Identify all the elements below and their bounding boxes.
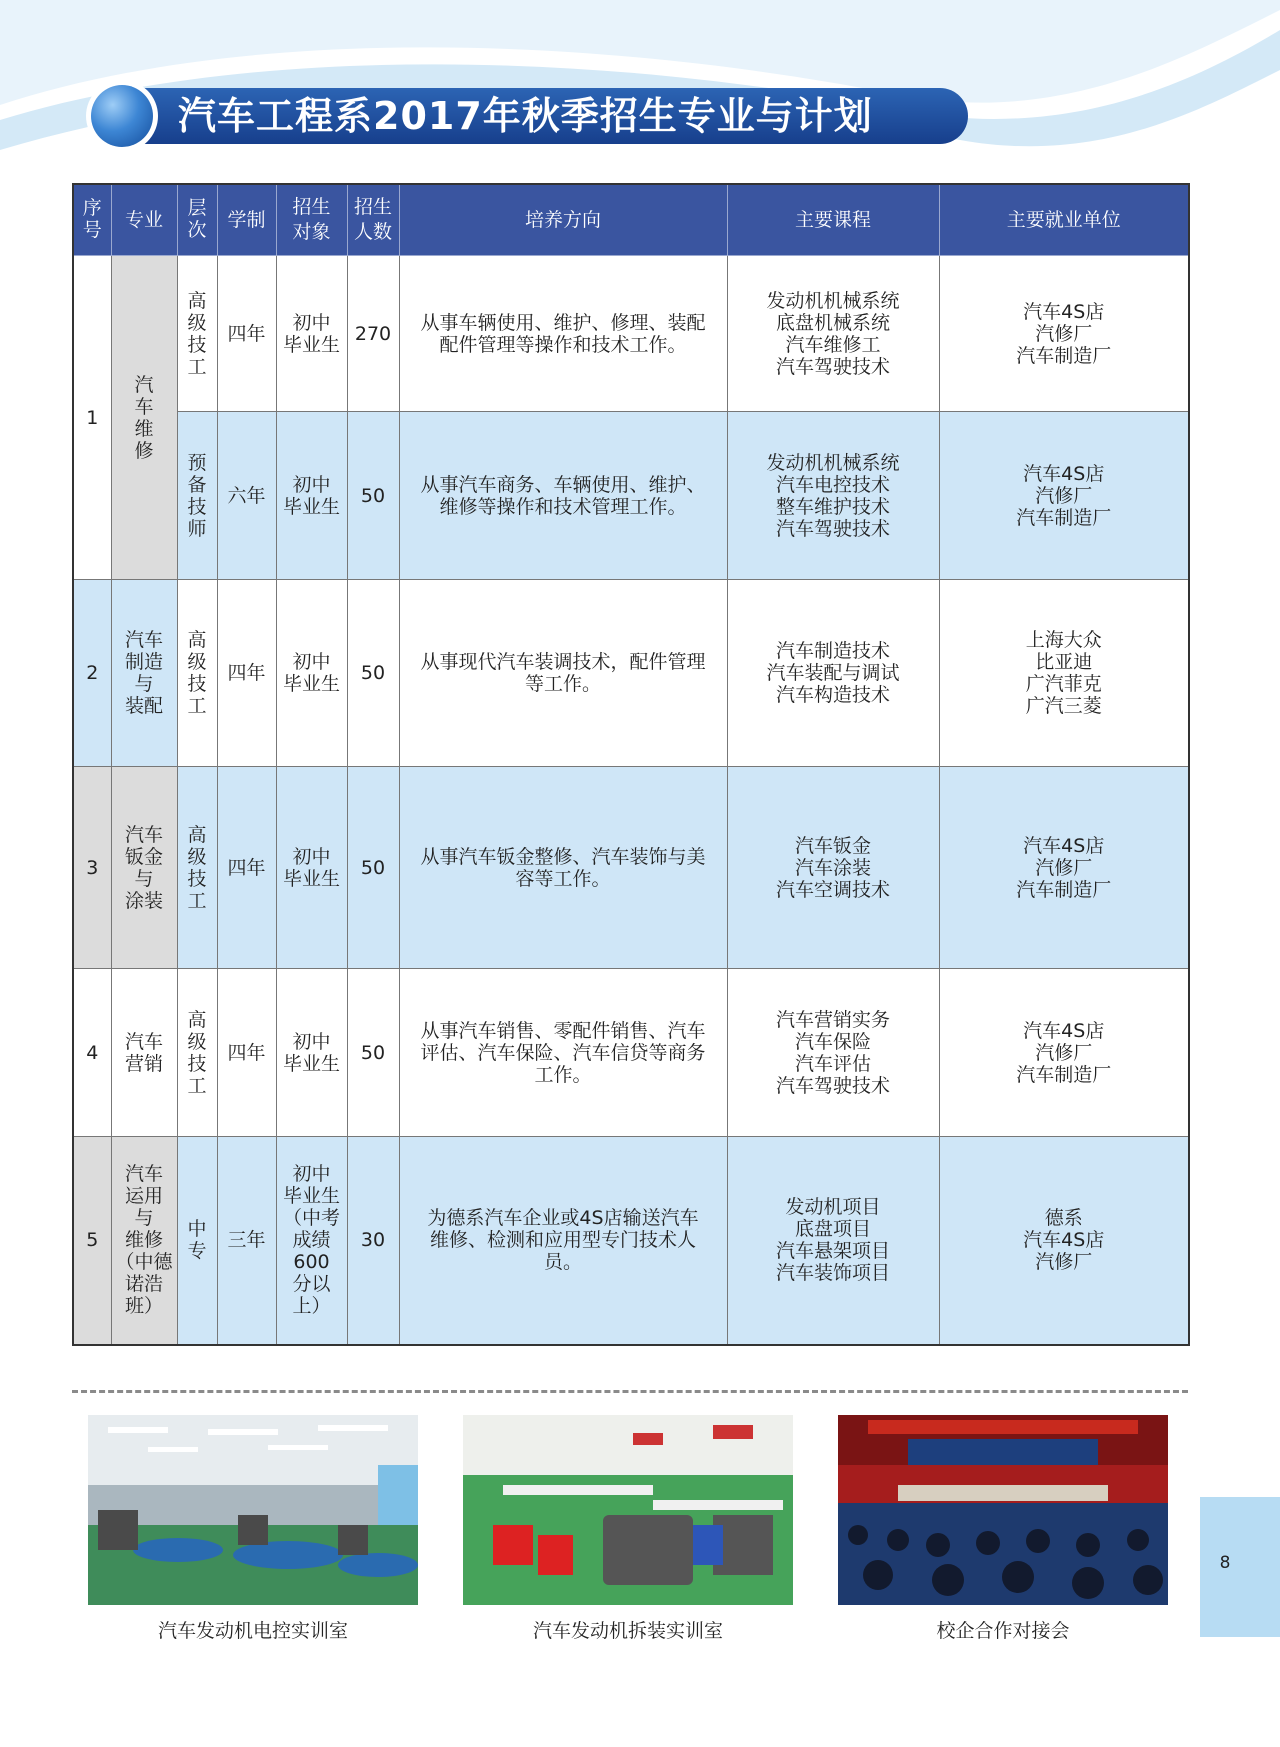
header-seq: 序号	[73, 184, 111, 256]
cell-count: 50	[347, 580, 399, 767]
photo-engine-control-lab	[88, 1415, 418, 1605]
cell-major: 汽车 制造 与 装配	[111, 580, 177, 767]
cell-level: 预备技师	[177, 412, 217, 580]
cell-courses: 汽车钣金 汽车涂装 汽车空调技术	[727, 767, 939, 969]
photo-caption: 汽车发动机拆装实训室	[532, 1620, 723, 1642]
cell-years: 四年	[217, 969, 276, 1137]
cell-seq: 1	[73, 256, 111, 580]
table-row	[73, 580, 1189, 767]
photo-engine-assembly-lab	[463, 1415, 793, 1605]
cell-employers: 德系 汽车4S店 汽修厂	[939, 1137, 1189, 1345]
cell-years: 四年	[217, 767, 276, 969]
cell-target: 初中 毕业生	[276, 412, 347, 580]
cell-years: 四年	[217, 580, 276, 767]
cell-count: 270	[347, 256, 399, 412]
cell-direction: 从事汽车商务、车辆使用、维护、 维修等操作和技术管理工作。	[399, 412, 727, 580]
cell-years: 三年	[217, 1137, 276, 1345]
cell-level: 高级技工	[177, 580, 217, 767]
header-years: 学制	[217, 184, 276, 256]
table-row	[73, 1137, 1189, 1345]
cell-years: 四年	[217, 256, 276, 412]
cell-direction: 从事现代汽车装调技术，配件管理 等工作。	[399, 580, 727, 767]
cell-level: 高级技工	[177, 969, 217, 1137]
photo-cooperation-meeting	[838, 1415, 1168, 1605]
page-number: 8	[1219, 1553, 1231, 1573]
header-target: 招生对象	[276, 184, 347, 256]
cell-count: 50	[347, 412, 399, 580]
cell-courses: 发动机项目 底盘项目 汽车悬架项目 汽车装饰项目	[727, 1137, 939, 1345]
header-count: 招生人数	[347, 184, 399, 256]
cell-seq: 4	[73, 969, 111, 1137]
cell-courses: 汽车制造技术 汽车装配与调试 汽车构造技术	[727, 580, 939, 767]
cell-courses: 发动机机械系统 汽车电控技术 整车维护技术 汽车驾驶技术	[727, 412, 939, 580]
cell-seq: 3	[73, 767, 111, 969]
photo-caption: 汽车发动机电控实训室	[157, 1620, 348, 1642]
cell-major: 汽车 钣金 与 涂装	[111, 767, 177, 969]
cell-seq: 2	[73, 580, 111, 767]
table-row	[73, 969, 1189, 1137]
cell-employers: 上海大众 比亚迪 广汽菲克 广汽三菱	[939, 580, 1189, 767]
cell-major: 汽车维修	[111, 256, 177, 580]
cell-direction: 从事汽车钣金整修、汽车装饰与美 容等工作。	[399, 767, 727, 969]
photo-caption: 校企合作对接会	[936, 1620, 1070, 1642]
dashed-divider	[72, 1390, 1188, 1393]
cell-level: 高级技工	[177, 256, 217, 412]
cell-count: 50	[347, 767, 399, 969]
cell-courses: 汽车营销实务 汽车保险 汽车评估 汽车驾驶技术	[727, 969, 939, 1137]
header-major: 专业	[111, 184, 177, 256]
table-row	[73, 412, 1189, 580]
cell-direction: 为德系汽车企业或4S店输送汽车 维修、检测和应用型专门技术人 员。	[399, 1137, 727, 1345]
page-title: 汽车工程系2017年秋季招生专业与计划	[178, 94, 873, 138]
cell-major: 汽车 营销	[111, 969, 177, 1137]
cell-employers: 汽车4S店 汽修厂 汽车制造厂	[939, 412, 1189, 580]
cell-direction: 从事车辆使用、维护、修理、装配 配件管理等操作和技术工作。	[399, 256, 727, 412]
cell-major: 汽车 运用 与 维修 （中德 诺浩 班）	[111, 1137, 177, 1345]
cell-target: 初中 毕业生	[276, 580, 347, 767]
header-courses: 主要课程	[727, 184, 939, 256]
cell-courses: 发动机机械系统 底盘机械系统 汽车维修工 汽车驾驶技术	[727, 256, 939, 412]
header-direction: 培养方向	[399, 184, 727, 256]
cell-direction: 从事汽车销售、零配件销售、汽车 评估、汽车保险、汽车信贷等商务 工作。	[399, 969, 727, 1137]
cell-target: 初中 毕业生	[276, 767, 347, 969]
cell-target: 初中 毕业生	[276, 969, 347, 1137]
cell-employers: 汽车4S店 汽修厂 汽车制造厂	[939, 256, 1189, 412]
cell-employers: 汽车4S店 汽修厂 汽车制造厂	[939, 969, 1189, 1137]
table-row	[73, 767, 1189, 969]
cell-target: 初中 毕业生 （中考 成绩 600 分以 上）	[276, 1137, 347, 1345]
cell-count: 50	[347, 969, 399, 1137]
enrollment-table	[72, 183, 1190, 1346]
header-employers: 主要就业单位	[939, 184, 1189, 256]
cell-seq: 5	[73, 1137, 111, 1345]
header-level: 层次	[177, 184, 217, 256]
cell-employers: 汽车4S店 汽修厂 汽车制造厂	[939, 767, 1189, 969]
cell-level: 中专	[177, 1137, 217, 1345]
cell-count: 30	[347, 1137, 399, 1345]
table-row	[73, 256, 1189, 412]
cell-target: 初中 毕业生	[276, 256, 347, 412]
sphere-icon	[86, 80, 158, 152]
cell-years: 六年	[217, 412, 276, 580]
table-header-row	[73, 184, 1189, 256]
cell-level: 高级技工	[177, 767, 217, 969]
